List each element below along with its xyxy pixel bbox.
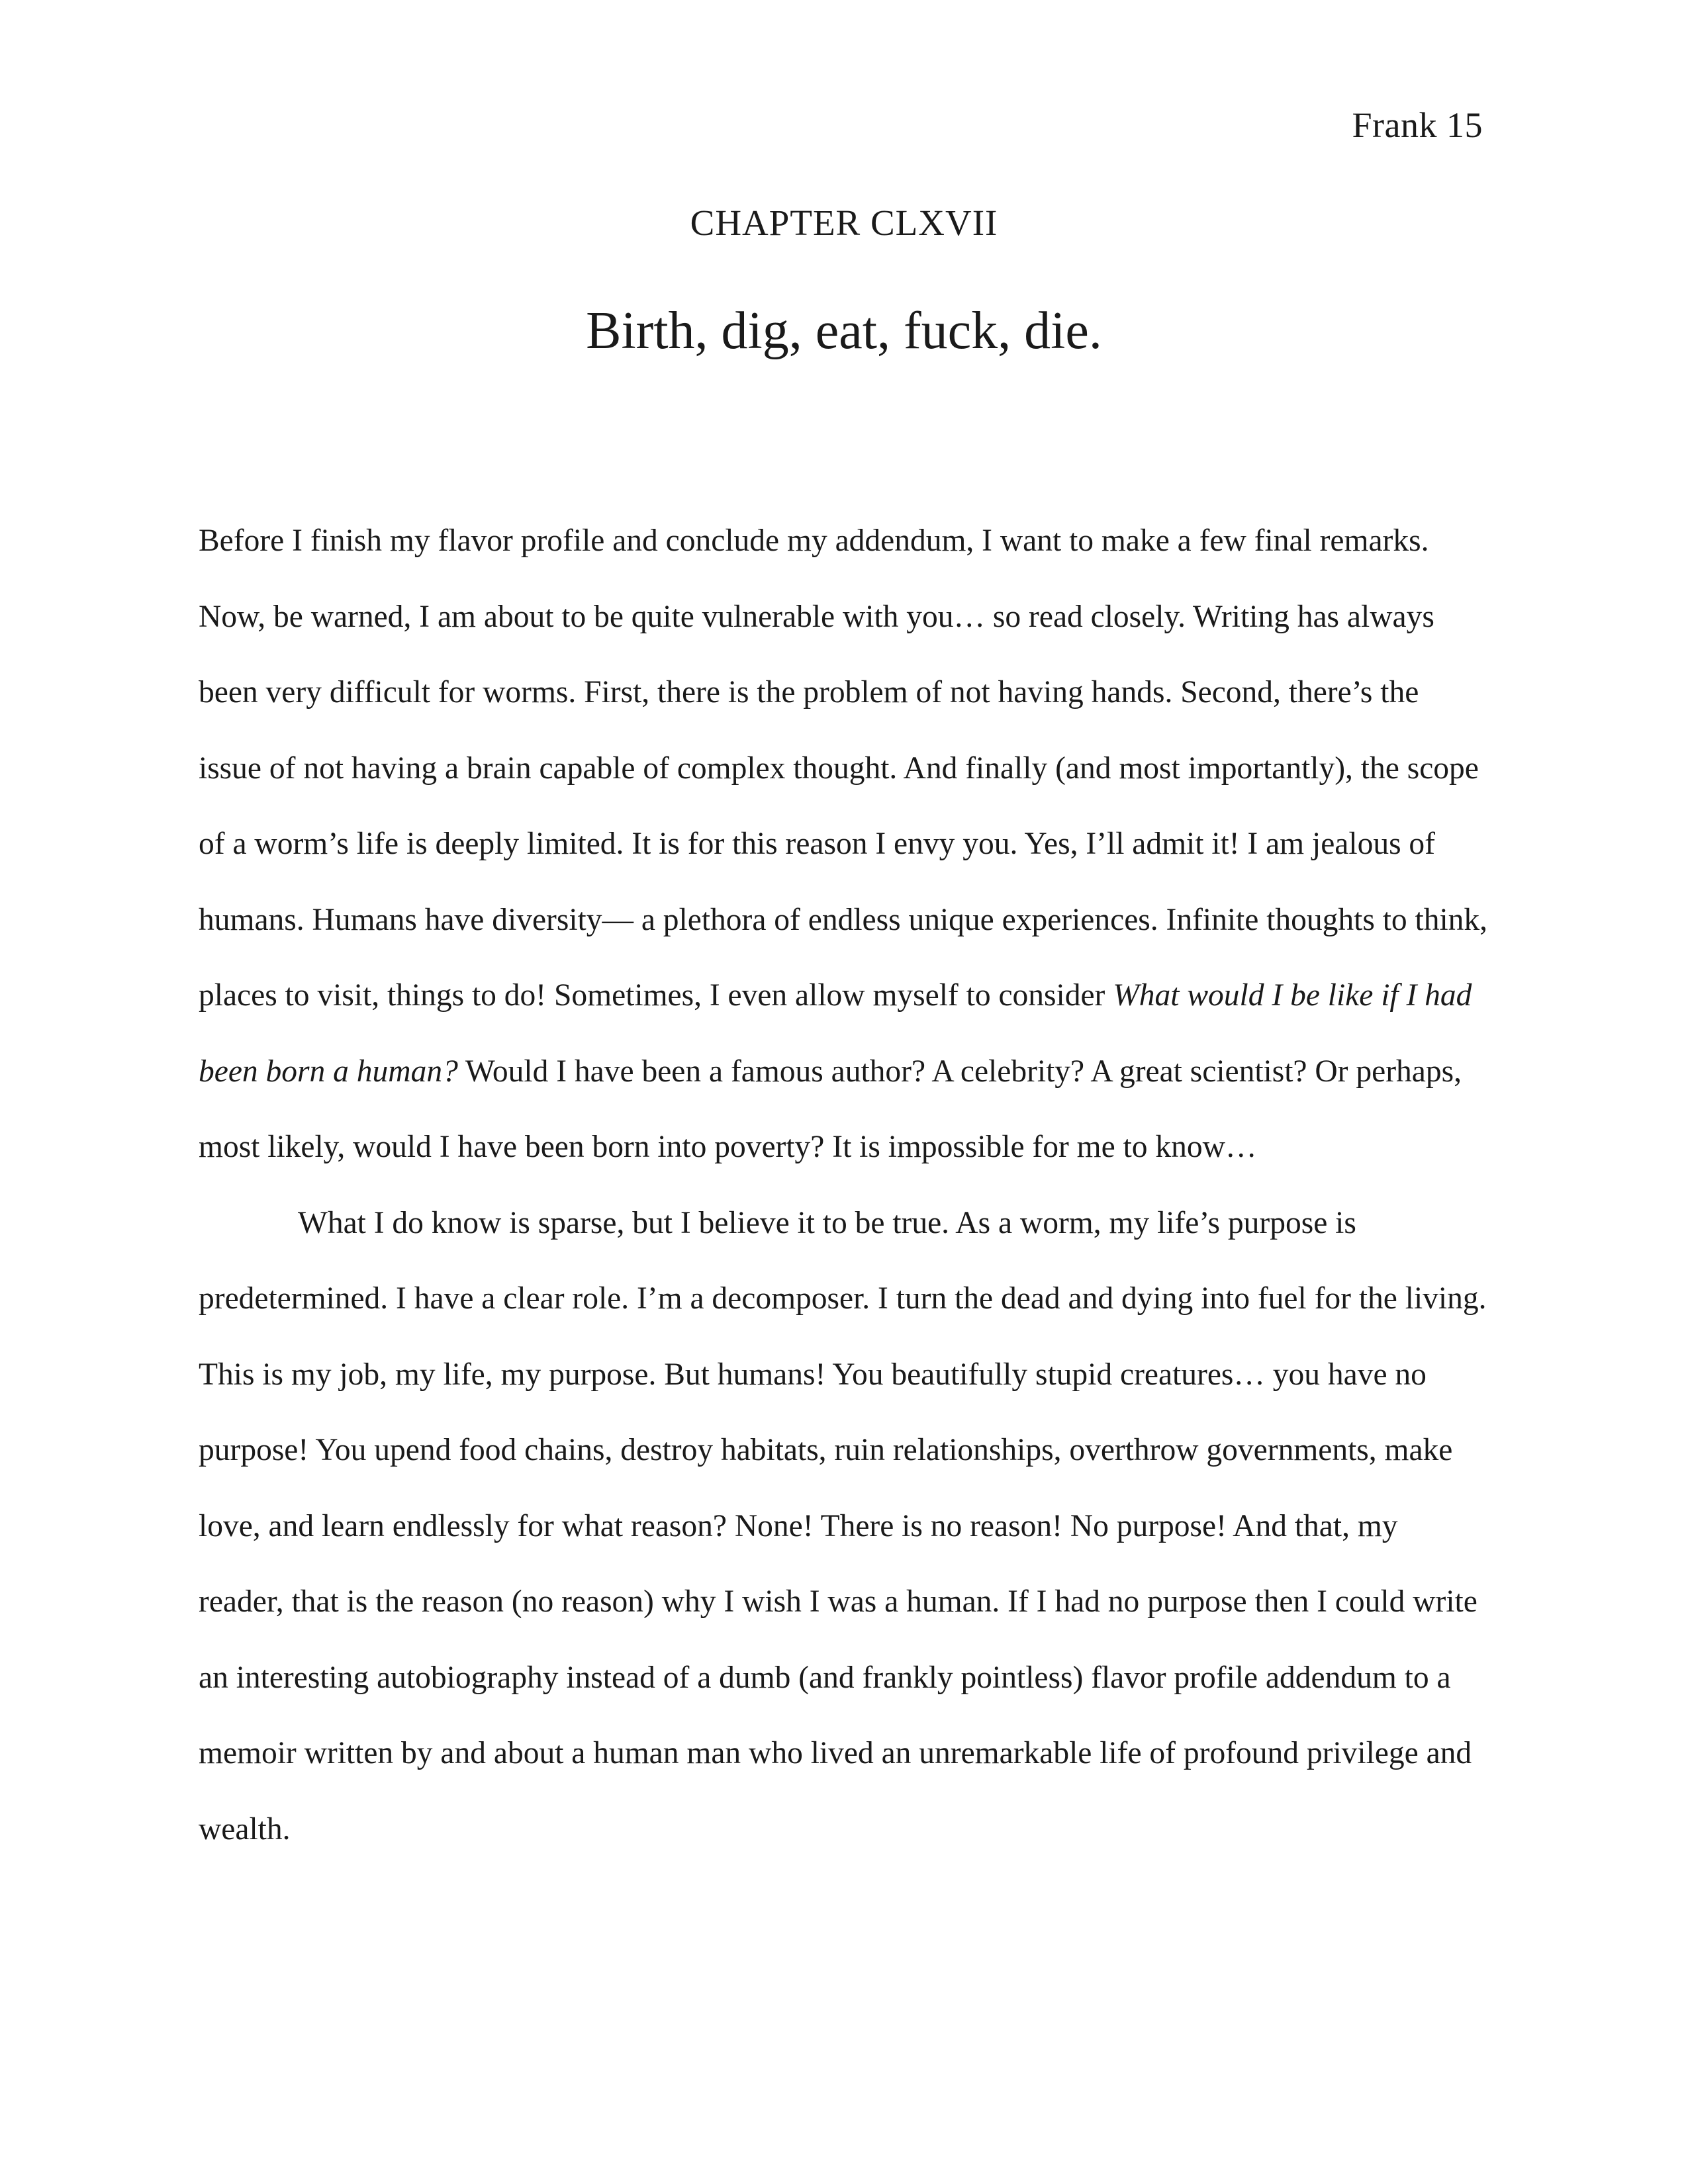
paragraph-1-text-start: Before I finish my flavor profile and conclude my addendum, I want to make a few final remarks. Now, be warned, I am about to be quite vulnerable with you… so read closely. Writing has always been very difficult for worms. First, there is the problem of not having hands. Second, there’s the issue of not having a brain capable of complex thought. And finally (and most importantly), the scope of a worm’s life is deeply limited. It is for this reason I envy you. Yes, I’ll admit it! I am jealous of humans. Humans have diversity— a plethora of endless unique experiences. Infinite thoughts to think, places to visit, things to do! Sometimes, I even allow myself to consider: [199, 523, 1488, 1013]
paragraph-2: What I do know is sparse, but I believe it to be true. As a worm, my life’s purpose is predetermined. I have a clear role. I’m a decomposer. I turn the dead and dying into fuel for the living. This is my job, my life, my purpose. But humans! You beautifully stupid creatures… you have no purpose! You upend food chains, destroy habitats, ruin relationships, overthrow governments, make love, and learn endlessly for what reason? None! There is no reason! No purpose! And that, my reader, that is the reason (no reason) why I wish I was a human. If I had no purpose then I could write an interesting autobiography instead of a dumb (and frankly pointless) flavor profile addendum to a memoir written by and about a human man who lived an unremarkable life of profound privilege and wealth.: [199, 1205, 1487, 1846]
body-text: [199, 503, 1489, 1867]
paragraph-1-italic-question: What would I be like if I had been born a human?: [199, 978, 1472, 1089]
paragraph-1-text-end: Would I have been a famous author? A celebrity? A great scientist? Or perhaps, most likely, would I have been born into poverty? It is impossible for me to know…: [199, 1054, 1462, 1164]
chapter-title: Birth, dig, eat, fuck, die.: [586, 302, 1102, 360]
page-number-label: Frank 15: [1352, 105, 1483, 145]
paragraph-1: [199, 503, 1489, 1185]
page-header: [1352, 105, 1483, 146]
chapter-number: CHAPTER CLXVII: [690, 203, 998, 243]
